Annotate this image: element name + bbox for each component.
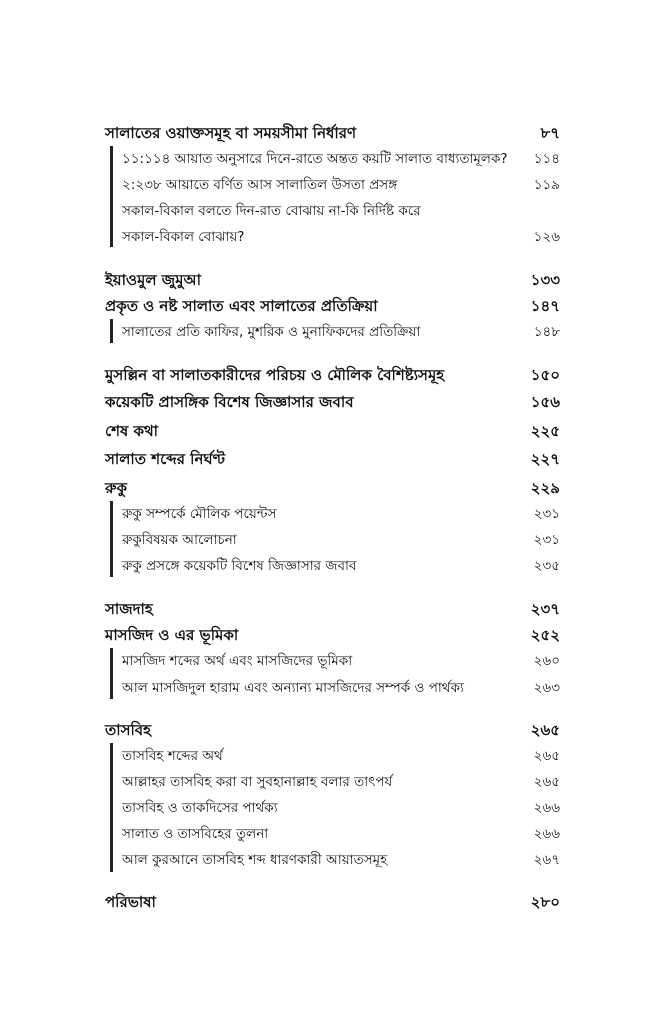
toc-entry-title: আল কুরআনে তাসবিহ শব্দ ধারণকারী আয়াতসমূহ xyxy=(122,852,388,868)
toc-chapter xyxy=(0,446,663,472)
toc-chapter xyxy=(0,717,663,743)
toc-entry-title: সালাতের প্রতি কাফির, মুশরিক ও মুনাফিকদের প্রতিক্রিয়া xyxy=(122,324,421,340)
toc-subentry xyxy=(0,847,663,873)
toc-entry-title: ১১:১১৪ আয়াত অনুসারে দিনে-রাতে অন্তত কয়টি সালাত বাধ্যতামূলক? xyxy=(122,151,508,167)
toc-entry-title: পরিভাষা xyxy=(105,893,156,911)
toc-entry-title: সকাল-বিকাল বোঝায়? xyxy=(122,229,245,245)
toc-entry-title: ইয়াওমুল জুমুআ xyxy=(105,271,202,289)
toc-page-number: ২৩১ xyxy=(533,532,560,548)
toc-entry-title: রুকুবিষয়ক আলোচনা xyxy=(122,532,237,548)
toc-chapter xyxy=(0,120,663,146)
toc-page-number: ২৬৬ xyxy=(533,800,560,816)
toc-entry-title: মাসজিদ শব্দের অর্থ এবং মাসজিদের ভূমিকা xyxy=(122,653,353,669)
toc-subentry xyxy=(0,743,663,769)
toc-chapter xyxy=(0,389,663,415)
toc-entry-title: আল্লাহর তাসবিহ করা বা সুবহানাল্লাহ বলার তাৎপর্য xyxy=(122,774,393,790)
toc-subentry xyxy=(0,319,663,345)
toc-entry-title: আল মাসজিদুল হারাম এবং অন্যান্য মাসজিদের সম্পর্ক ও পার্থক্য xyxy=(122,680,464,696)
toc-page-number: ২৩৭ xyxy=(530,600,560,618)
toc-entry-title: সালাত শব্দের নির্ঘণ্ট xyxy=(105,450,226,468)
toc-subentry xyxy=(0,675,663,701)
toc-subentry xyxy=(0,821,663,847)
toc-entry-title: ২:২৩৮ আয়াতে বর্ণিত আস সালাতিল উসতা প্রসঙ্গ xyxy=(122,177,398,193)
toc-chapter xyxy=(0,475,663,501)
toc-page-number: ৮৭ xyxy=(540,124,560,142)
toc-entry-title: তাসবিহ ও তাকদিসের পার্থক্য xyxy=(122,800,278,816)
toc-entry-title: রুকু xyxy=(105,479,128,497)
toc-page-number: ২৩১ xyxy=(533,506,560,522)
toc-subentry xyxy=(0,769,663,795)
toc-entry-title: সালাত ও তাসবিহের তুলনা xyxy=(122,826,269,842)
toc-chapter xyxy=(0,418,663,444)
toc-chapter xyxy=(0,596,663,622)
toc-page-number: ২২৯ xyxy=(530,479,560,497)
toc-subentry xyxy=(0,553,663,579)
toc-subentry xyxy=(0,198,663,224)
toc-page-number: ২৬৬ xyxy=(533,826,560,842)
toc-entry-title: মুসল্লিন বা সালাতকারীদের পরিচয় ও মৌলিক বৈশিষ্ট্যসমূহ xyxy=(105,366,445,384)
toc-page-number: ২৫২ xyxy=(530,626,560,644)
toc-page-number: ১৩৩ xyxy=(530,271,560,289)
toc-page-number: ২৬০ xyxy=(533,653,560,669)
toc-subentry xyxy=(0,146,663,172)
toc-page-number: ২৬৫ xyxy=(533,748,560,764)
toc-page-number: ২৬৫ xyxy=(530,721,560,739)
toc-page-number: ২৬৫ xyxy=(533,774,560,790)
toc-page-number: ২৩৫ xyxy=(533,558,560,574)
toc-page-number: ১৫৬ xyxy=(530,393,560,411)
toc-entry-title: রুকু প্রসঙ্গে কয়েকটি বিশেষ জিজ্ঞাসার জবাব xyxy=(122,558,357,574)
toc-entry-title: রুকু সম্পর্কে মৌলিক পয়েন্টস xyxy=(122,506,277,522)
toc-entry-title: সাজদাহ xyxy=(105,600,153,618)
toc-entry-title: প্রকৃত ও নষ্ট সালাত এবং সালাতের প্রতিক্রিয়া xyxy=(105,297,378,315)
toc-page-number: ১১৪ xyxy=(533,151,560,167)
toc-page-number: ২৬৩ xyxy=(533,680,560,696)
toc-page-number: ১৫০ xyxy=(530,366,560,384)
toc-page-number: ২২৫ xyxy=(530,422,560,440)
toc-page-number: ১১৯ xyxy=(533,177,560,193)
toc-entry-title: তাসবিহ xyxy=(105,721,152,739)
toc-subentry xyxy=(0,795,663,821)
toc-entry-title: শেষ কথা xyxy=(105,422,159,440)
toc-subentry xyxy=(0,527,663,553)
toc-chapter xyxy=(0,622,663,648)
toc-subentry xyxy=(0,648,663,674)
toc-subentry xyxy=(0,501,663,527)
toc-subentry xyxy=(0,172,663,198)
toc-chapter xyxy=(0,889,663,915)
toc-page-number: ২৬৭ xyxy=(533,852,560,868)
toc-entry-title: মাসজিদ ও এর ভূমিকা xyxy=(105,626,239,644)
toc-entry-title: সালাতের ওয়াক্তসমূহ বা সময়সীমা নির্ধারণ xyxy=(105,124,357,142)
toc-entry-title: সকাল-বিকাল বলতে দিন-রাত বোঝায় না-কি নির্দিষ্ট করে xyxy=(122,203,421,219)
toc-entry-title: তাসবিহ শব্দের অর্থ xyxy=(122,748,223,764)
toc-page-number: ১৪৮ xyxy=(533,324,560,340)
toc-page-number: ১৪৭ xyxy=(530,297,560,315)
toc-chapter xyxy=(0,267,663,293)
toc-chapter xyxy=(0,362,663,388)
toc-subentry xyxy=(0,224,663,250)
toc-page-number: ১২৬ xyxy=(533,229,560,245)
toc-entry-title: কয়েকটি প্রাসঙ্গিক বিশেষ জিজ্ঞাসার জবাব xyxy=(105,393,354,411)
toc-page-number: ২৮০ xyxy=(530,893,560,911)
toc-page-number: ২২৭ xyxy=(530,450,560,468)
toc-chapter xyxy=(0,293,663,319)
